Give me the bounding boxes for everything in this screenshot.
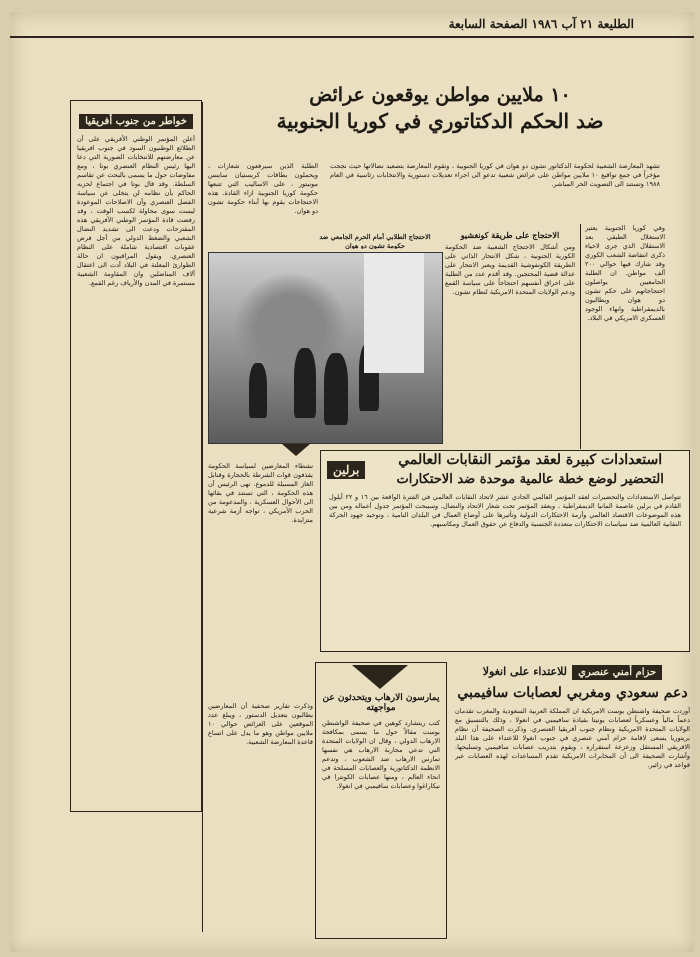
- korea-lower: نشطاء المعارضين لسياسة الحكومة يقذفون قوات الشرطة بالحجارة وقنابل الغاز المسيلة للدموع. نهى الرئيس أن هذه الحكومة ، التي تستند في بقائها الى الأحوال العسكرية ، والمدعومة من الحرب الأمريكي ، تواجه أزمة شرعية متزايدة.: [208, 462, 313, 524]
- protester-figure: [324, 353, 348, 425]
- page-header: [10, 12, 694, 38]
- berlin-box: [320, 450, 690, 652]
- caption-arrow-icon: [282, 444, 310, 456]
- column-divider: [580, 224, 581, 449]
- south-africa-column: [70, 100, 202, 812]
- angola-headline-tail: للاعتداء على انغولا: [482, 665, 567, 678]
- south-africa-body: أعلن المؤتمر الوطني الأفريقي على أن الطلائع الوطنيون السود في جنوب افريقيا عن معارضتهم للانتخابات الصورية التي دعا اليها رئيس النظام العنصري بوتا ، ومع مفاوضات حول ما يسمى بالبحث عن تقاسم السلطة. وقد قال بوتا في اجتماع لحزبه الحاكم بأن نظامه لن يتخلى عن سياسة الفصل العنصري وأن الاصلاحات الموعودة ليست سوى محاولة لكسب الوقت ، وقد رفضت قادة المؤتمر الوطني الأفريقي هذه المقترحات ودعت الى تشديد النضال الشعبي والضغط الدولي من أجل فرض عقوبات اقتصادية شاملة على النظام العنصري. ويقول المراقبون ان حالة الطوارئ المعلنة في البلاد أدت الى اعتقال آلاف المناضلين وان المقاومة الشعبية مستمرة في المدن والأرياف رغم القمع.: [77, 135, 195, 287]
- korea-headline-line2: ضد الحكم الدكتاتوري في كوريا الجنوبية: [276, 109, 604, 133]
- angola-body: أوردت صحيفة واشنطن بوست الامريكية ان المملكة العربية السعودية والمغرب تقدمان دعماً مالياً وعسكرياً لعصابات يونيتا بقيادة سافيمبي في انغولا ، وذلك بالتنسيق مع الولايات المتحدة الامريكية ونظام جنوب أفريقيا العنصري. وذكرت الصحيفة أن نظام بريتوريا يسعى لاقامة حزام أمني عنصري في جنوب انغولا للاعتداء على هذا البلد الافريقي المستقل وزعزعة استقراره ، ويقوم بتدريب عصابات سافيمبي وتسليحها. وأشارت الصحيفة الى أن المخابرات الامريكية تقدم المساعدات لهذه العصابات عبر قواعد في زائير.: [455, 707, 690, 769]
- terror-body: كتب ريتشارد كوهين في صحيفة الواشنطن بوست مقالاً حول ما يسمى بمكافحة الارهاب الدولي ، وقال ان الولايات المتحدة التي تدعي محاربة الارهاب هي نفسها تمارس الارهاب ضد الشعوب ، وتدعم الانظمة الدكتاتورية والعصابات المسلحة في انحاء العالم ، ومنها عصابات الكونترا في نيكاراغوا وعصابات سافيمبي في انغولا.: [322, 719, 440, 790]
- angola-story: [455, 660, 690, 940]
- berlin-headline-line1: استعدادات كبيرة لعقد مؤتمر النقابات العالمي: [398, 452, 663, 468]
- angola-tag: حزام أمني عنصري: [572, 665, 662, 680]
- angola-headline2: دعم سعودي ومغربي لعصابات سافيمبي: [457, 685, 688, 701]
- photo-caption: الاحتجاج الطلابي أمام الحرم الجامعي ضد حكومة تشون دو هوان: [319, 233, 431, 249]
- korea-col-b-text: ومن أشكال الاحتجاج الشعبية ضد الحكومة الكورية الجنوبية ، شكل الانتحار الذاتي على الطريقة الكونفوشية القديمة ويعبر الانتحار على عدالة قضية المحتجين. وقد أقدم عدد من الطلبة على احراق أنفسهم احتجاجاً على سياسة القمع ودعم الولايات المتحدة الامريكية لنظام تشون.: [445, 243, 575, 296]
- korea-col-b: [445, 227, 575, 457]
- berlin-body: تتواصل الاستعدادات والتحضيرات لعقد المؤتمر العالمي الحادي عشر لاتحاد النقابات العالمي في الفترة الواقعة بين ١٦ و ٢٢ أيلول القادم في برلين عاصمة المانيا الديمقراطية ، ويعقد المؤتمر تحت شعار الاتحاد والنضال. وسيبحث المؤتمر جدول أعماله ومن بين هذه الموضوعات الاقتصاد العالمي وأزمة الاحتكارات الدولية وتأثيرها على أوضاع العمال في البلدان النامية ، وتوحيد جهود الحركة النقابية العالمية ضد سياسات الاحتكارات متعددة الجنسية والدفاع عن حقوق العمال ومكاسبهم.: [329, 493, 681, 528]
- column-divider: [202, 102, 203, 932]
- korea-headline: [220, 82, 660, 162]
- header-title: الطليعة ٢١ آب ١٩٨٦ الصفحة السابعة: [448, 17, 634, 31]
- korea-intro: تشهد المعارضة الشعبية لحكومة الدكتاتور تشون دو هوان في كوريا الجنوبية ، وتقوم المعارضة بتصعيد نضالاتها حيث نجحت مؤخراً في جمع تواقيع ١٠ ملايين مواطن على عرائض شعبية تدعو الى اجراء تعديلات دستورية والانتخابات رئاسية في العام ١٩٨٨ وتستند الى التصويت الحر المباشر.: [330, 162, 660, 188]
- korea-subhead: الاحتجاج على طريقة كونغشيو: [460, 230, 560, 240]
- terror-arrow-icon: [352, 665, 408, 689]
- korea-col-a: وفي كوريا الجنوبية يعتبر الاستغلال الطبقي بعد الاستقلال الذي جرى لاحياء ذكرى انتفاضة الشعب الكوري وقد شارك فيها حوالي ٢٠٠ ألف مواطن. ان الطلبة الجامعيين يواصلون احتجاجاتهم على حكم تشون دو هوان ويطالبون بالديمقراطية وانهاء الوجود العسكري الامريكي في البلاد.: [585, 224, 665, 322]
- korea-lower2: وذكرت تقارير صحفية أن المعارضين يطالبون بتعديل الدستور ، ويبلغ عدد الموقعين على العرائض حوالي ١٠ ملايين مواطن وهو ما يدل على اتساع قاعدة المعارضة الشعبية.: [208, 702, 313, 746]
- protest-photo: [208, 252, 443, 444]
- newspaper-page: [10, 12, 694, 952]
- berlin-tag: برلين: [327, 461, 365, 479]
- terror-box: [315, 662, 447, 939]
- protester-figure: [294, 348, 316, 418]
- korea-col-c: الطلبة الذين سيرفعون شعارات ، ويحملون بطاقات كريستيان ساينس مونيتور ، على الاساليب التي تتبعها حكومة كوريا الجنوبية ازاء القادة. هذه الاحتجاجات يقوم بها أبناء حكومة تشون دو هوان.: [208, 162, 318, 215]
- terror-title: يمارسون الارهاب ويتحدثون عن مواجهته: [322, 693, 440, 713]
- protester-figure: [249, 363, 267, 418]
- south-africa-heading: خواطر من جنوب أفريقيا: [79, 114, 193, 129]
- korea-headline-line1: ١٠ ملايين مواطن يوقعون عرائض: [309, 84, 571, 106]
- berlin-headline-line2: التحضير لوضع خطة عالمية موحدة ضد الاحتكارات: [396, 472, 664, 487]
